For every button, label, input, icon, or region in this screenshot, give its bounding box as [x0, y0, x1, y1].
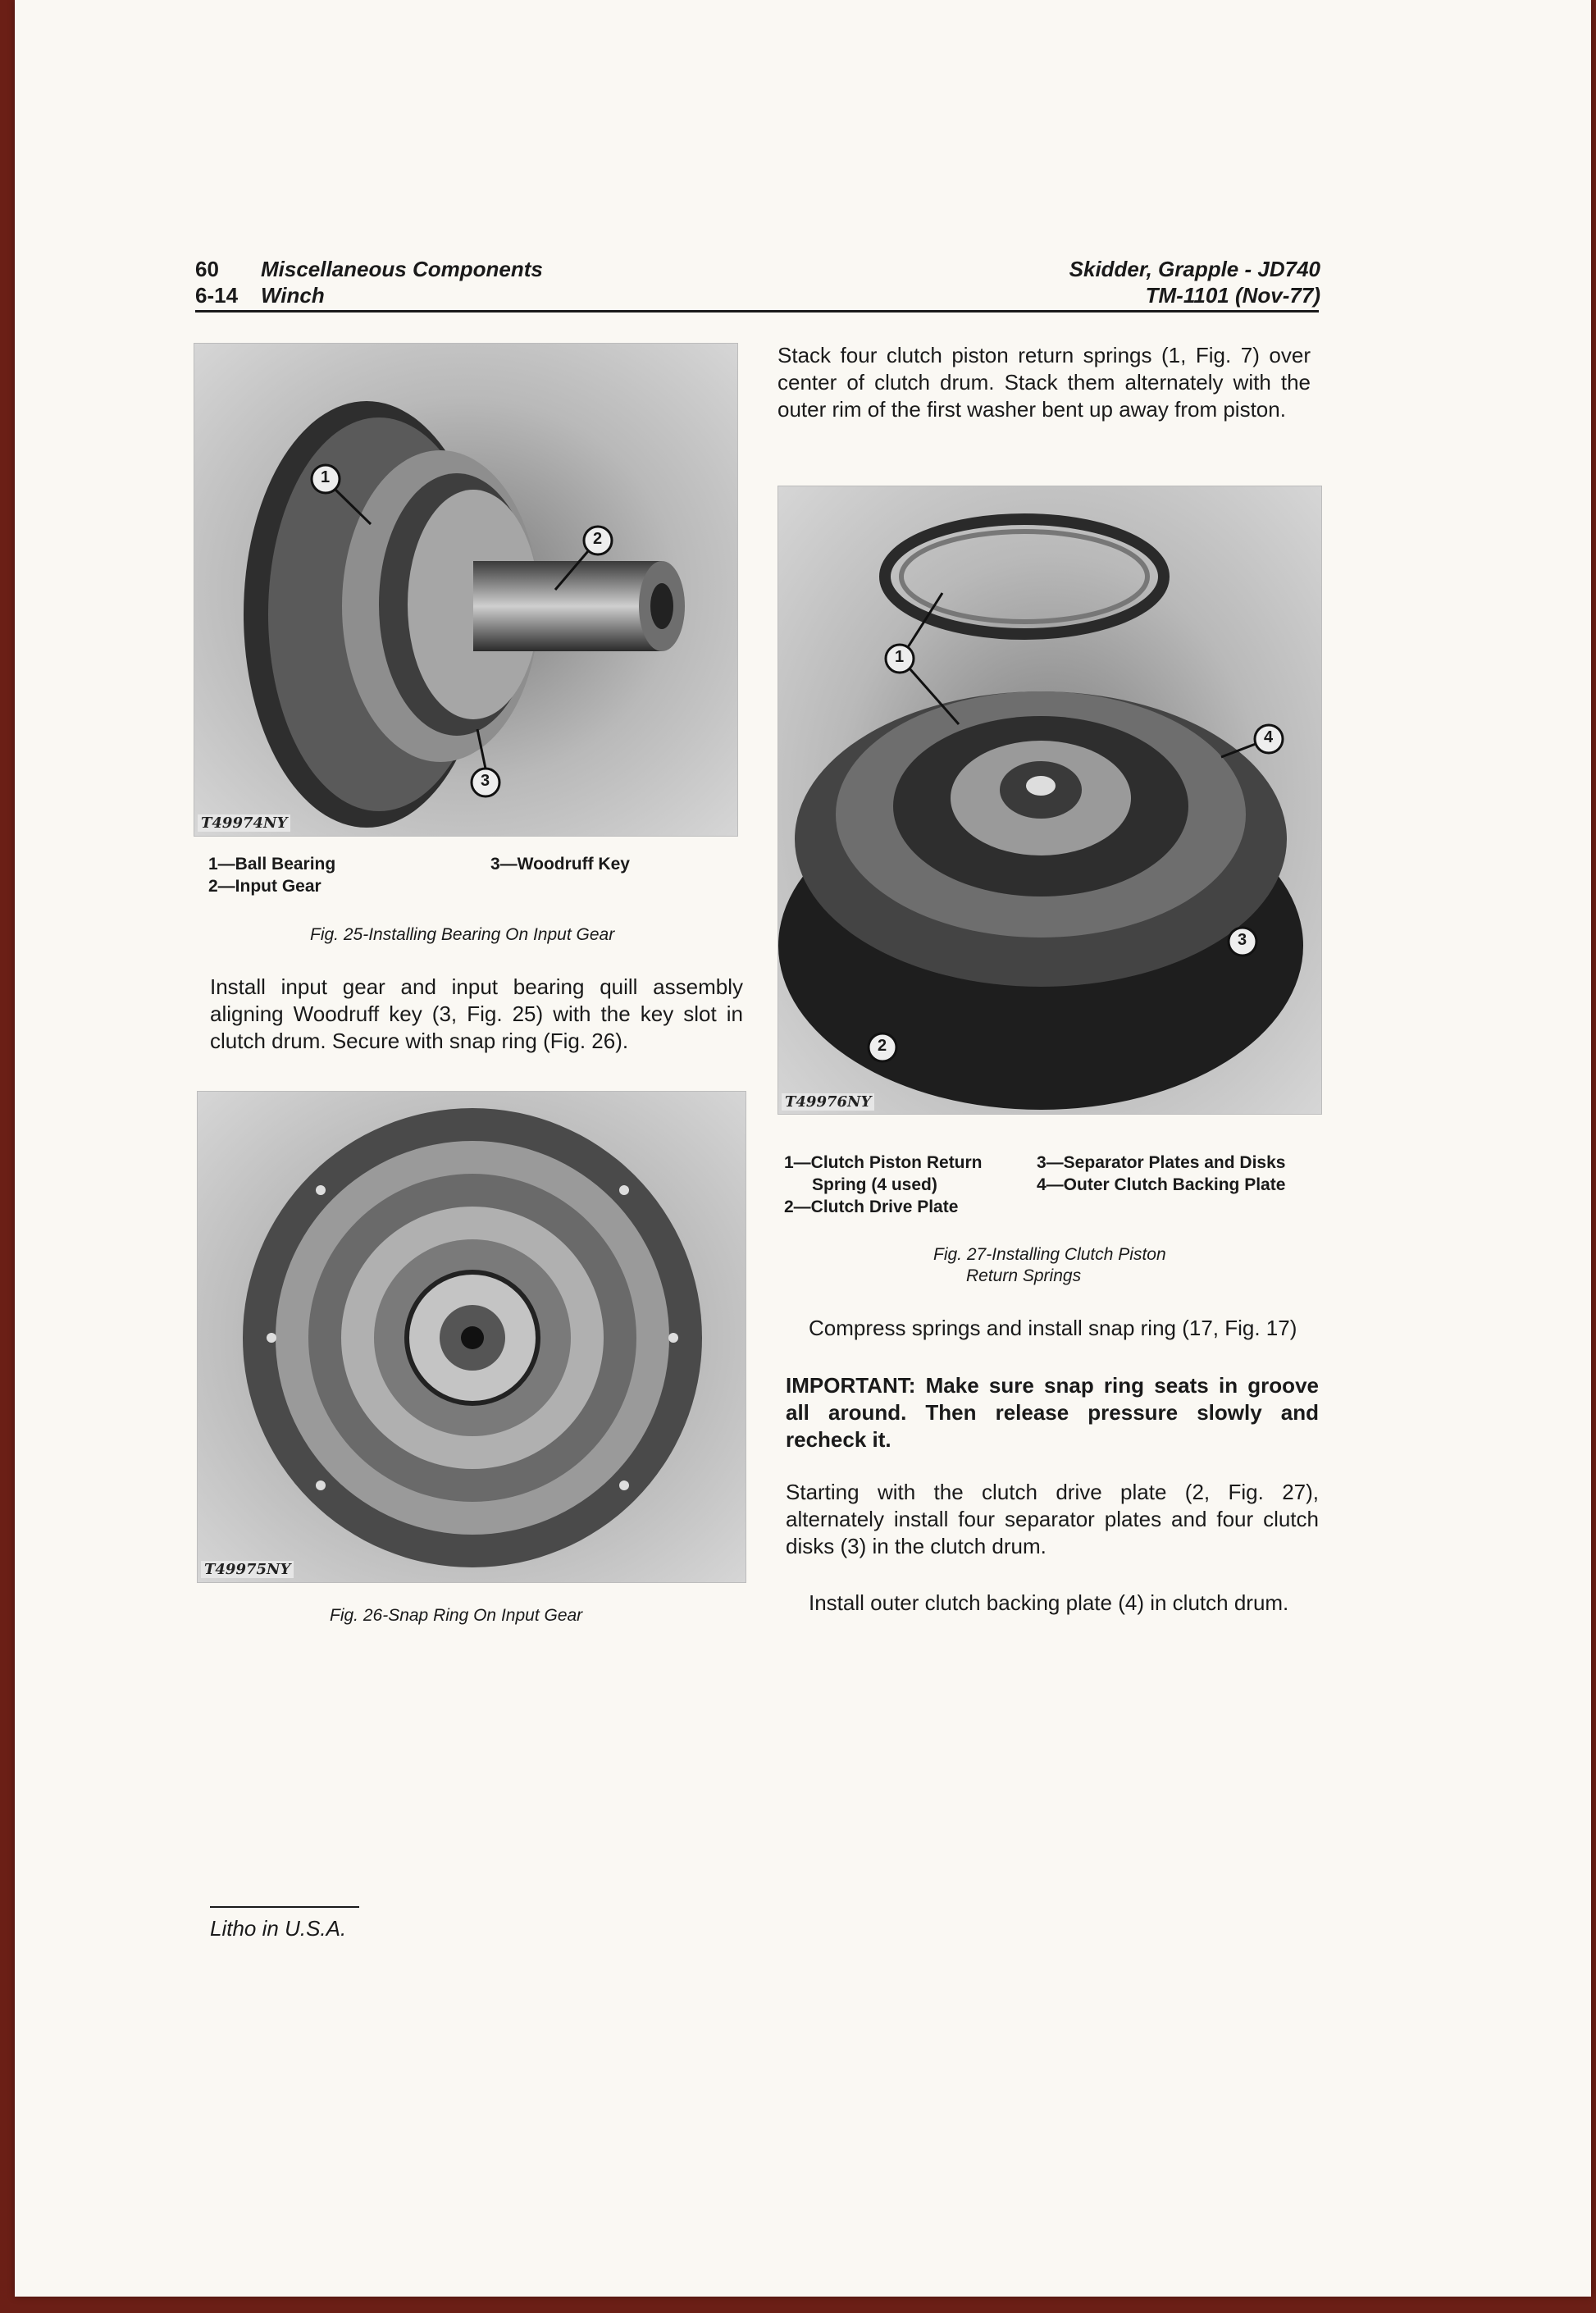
- fig25-legend-3: 3—Woodruff Key: [490, 855, 630, 874]
- clutch-drum-illustration: [778, 486, 1321, 1114]
- sub-number: 6-14: [195, 283, 239, 308]
- callout-1-label: 1: [321, 468, 331, 486]
- callout-2-label: 2: [593, 530, 603, 548]
- fig26-negative-number: T49975NY: [201, 1561, 294, 1578]
- install-outer-paragraph: Install outer clutch backing plate (4) in clutch drum.: [809, 1590, 1289, 1615]
- install-input-paragraph: Install input gear and input bearing quill assembly aligning Woodruff key (3, Fig. 25) with the key slot in clutch drum. Secure with snap ring (Fig. 26).: [210, 974, 743, 1053]
- snap-ring-illustration: [198, 1092, 746, 1582]
- callout-4-icon: [1221, 725, 1283, 757]
- fig27-legend-1: 1—Clutch Piston Return: [784, 1153, 983, 1172]
- fig27-legend-1-cont: Spring (4 used): [812, 1175, 937, 1194]
- fig26-photo: [197, 1091, 746, 1583]
- manual-number: TM-1101 (Nov-77): [1145, 283, 1320, 308]
- sub-title: Winch: [261, 283, 325, 308]
- fig25-legend-1: 1—Ball Bearing: [208, 855, 336, 874]
- fig25-caption: Fig. 25-Installing Bearing On Input Gear: [310, 925, 615, 944]
- fig25-legend-2: 2—Input Gear: [208, 877, 321, 896]
- fig25-negative-number: T49974NY: [198, 814, 290, 832]
- fig25-photo: [194, 343, 738, 837]
- footer-rule: [210, 1906, 359, 1908]
- compress-paragraph: Compress springs and install snap ring (17, Fig. 17): [809, 1316, 1297, 1340]
- footer-litho: Litho in U.S.A.: [210, 1916, 347, 1941]
- fig27-legend-2: 2—Clutch Drive Plate: [784, 1198, 959, 1216]
- callout-3-label: 3: [481, 772, 490, 790]
- stack-springs-paragraph: Stack four clutch piston return springs (1, Fig. 7) over center of clutch drum. Stack them alternately with the outer rim of the first washer bent up away from piston.: [777, 343, 1311, 422]
- fig27-caption-line1: Fig. 27-Installing Clutch Piston: [933, 1245, 1166, 1264]
- manual-page: [15, 0, 1591, 2297]
- bearing-gear-illustration: [194, 344, 737, 836]
- important-note: IMPORTANT: Make sure snap ring seats in groove all around. Then release pressure slowly and recheck it.: [786, 1373, 1319, 1452]
- fig27-caption-line2: Return Springs: [966, 1266, 1082, 1285]
- fig27-negative-number: T49976NY: [782, 1093, 874, 1111]
- header-rule: [195, 310, 1319, 313]
- callout-4-label: 4: [1264, 728, 1274, 746]
- fig27-photo: [777, 486, 1322, 1115]
- callout-2-label: 2: [878, 1037, 887, 1055]
- callout-3-label: 3: [1238, 931, 1247, 949]
- fig26-caption: Fig. 26-Snap Ring On Input Gear: [330, 1606, 583, 1625]
- page-number: 60: [195, 257, 219, 281]
- fig27-legend-3: 3—Separator Plates and Disks: [1037, 1153, 1286, 1172]
- section-title: Miscellaneous Components: [261, 257, 543, 281]
- callout-1-label: 1: [895, 648, 905, 666]
- starting-paragraph: Starting with the clutch drive plate (2, Fig. 27), alternately install four separator plates and four clutch disks (3) in the clutch drum.: [786, 1480, 1319, 1558]
- machine-title: Skidder, Grapple - JD740: [1069, 257, 1320, 281]
- fig27-legend-4: 4—Outer Clutch Backing Plate: [1037, 1175, 1286, 1194]
